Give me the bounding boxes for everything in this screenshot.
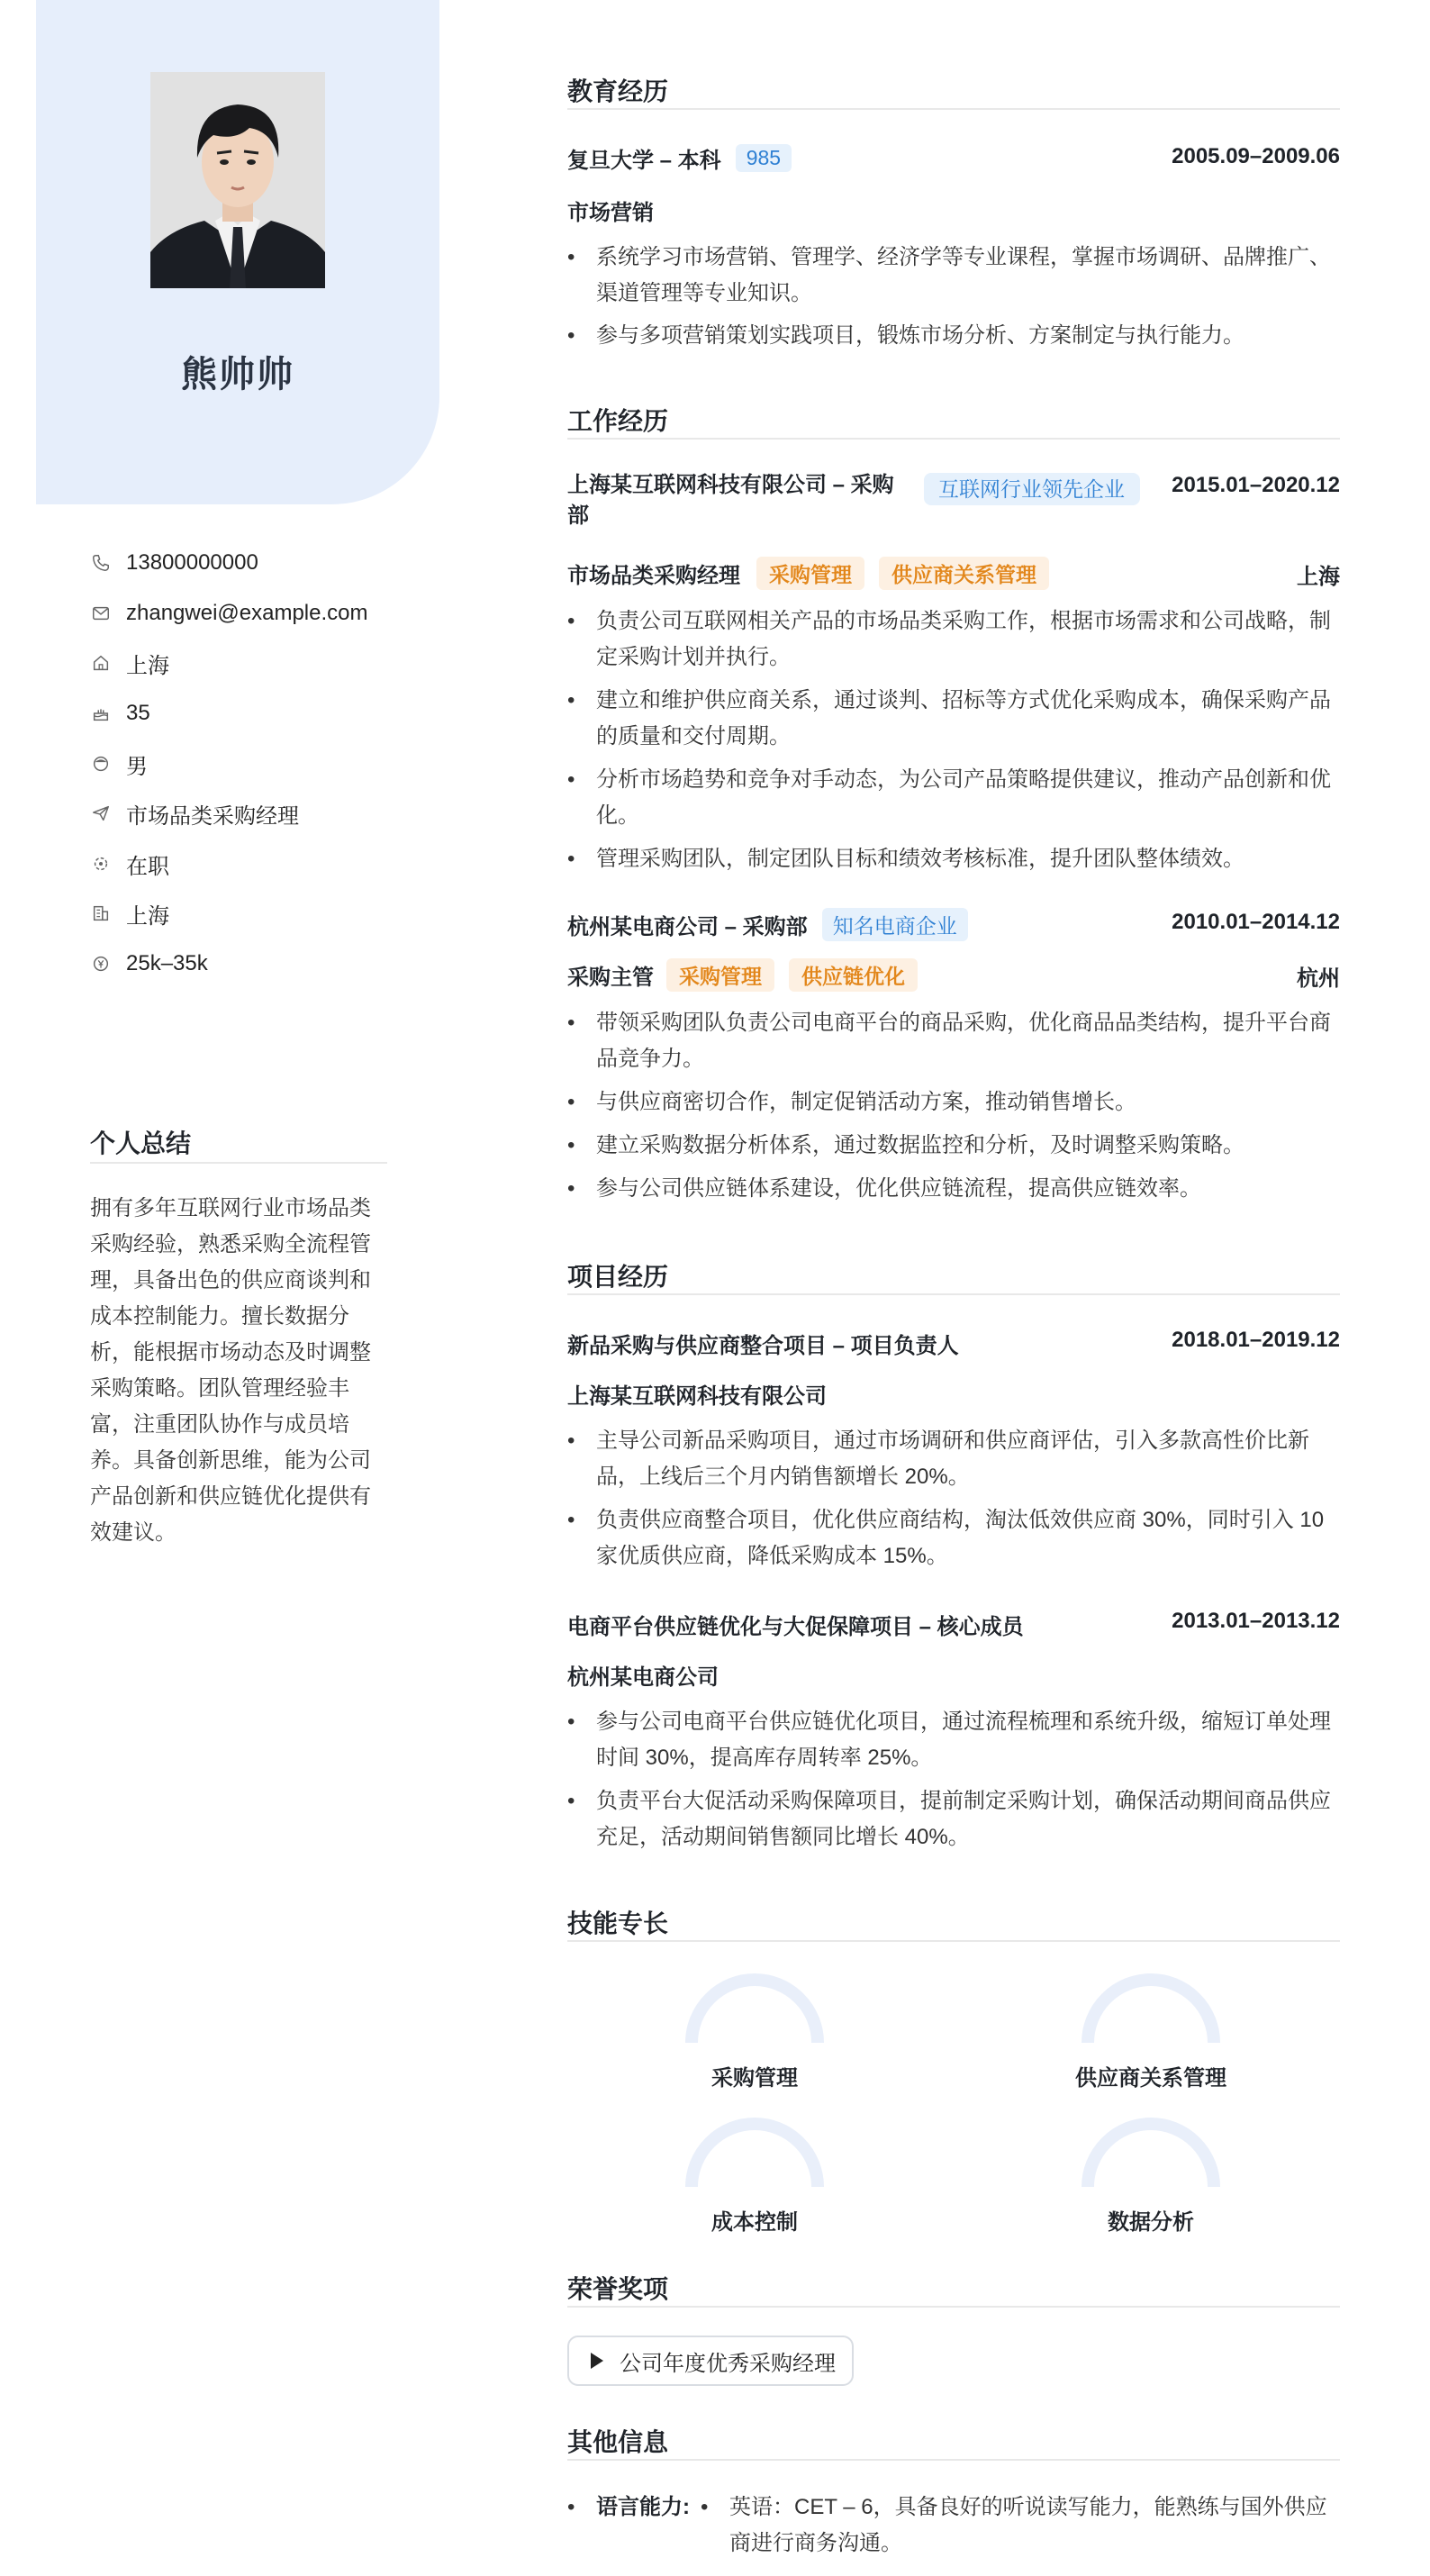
home-icon — [90, 652, 112, 674]
profile-name: 熊帅帅 — [181, 355, 294, 395]
job-company: 上海某互联网科技有限公司 – 采购部 — [567, 473, 894, 528]
gender-icon — [90, 753, 112, 775]
info-age — [90, 695, 150, 731]
project-org: 上海某互联网科技有限公司 — [567, 1384, 827, 1409]
work-heading: 工作经历 — [567, 407, 669, 435]
summary-divider — [90, 1162, 387, 1164]
status-icon — [90, 853, 112, 875]
projects-heading: 项目经历 — [567, 1263, 669, 1291]
info-salary — [90, 946, 208, 982]
language-text: 英语：CET – 6，具备良好的听说读写能力，能熟练与国外供应商进行商务沟通。 — [729, 2495, 1327, 2555]
cake-icon — [90, 703, 112, 724]
send-icon — [90, 803, 112, 824]
list-item: • 管理采购团队，制定团队目标和绩效考核标准，提升团队整体绩效。 — [567, 847, 1244, 871]
skill-gauge — [683, 1971, 827, 2052]
job-city: 杭州 — [1297, 966, 1340, 991]
phone-text: 13800000000 — [126, 550, 258, 575]
list-item: • 负责供应商整合项目，优化供应商结构，淘汰低效供应商 30%，同时引入 10 家优质供应商，降低采购成本 15%。 — [567, 1508, 1325, 1568]
info-phone — [90, 545, 258, 581]
skill-gauge — [1079, 1971, 1223, 2052]
job-role: 市场品类采购经理 — [567, 564, 740, 588]
list-item: • 负责公司互联网相关产品的市场品类采购工作，根据市场需求和公司战略，制定采购计划并执行。 — [567, 609, 1331, 669]
status-text: 在职 — [126, 854, 169, 879]
list-item: • 分析市场趋势和竞争对手动态，为公司产品策略提供建议，推动产品创新和优化。 — [567, 767, 1331, 828]
list-item: • 主导公司新品采购项目，通过市场调研和供应商评估，引入多款高性价比新品，上线后三个月内销售额增长 20%。 — [567, 1429, 1309, 1489]
work-divider — [567, 438, 1340, 440]
project-date: 2013.01–2013.12 — [1172, 1609, 1340, 1633]
building-icon — [90, 903, 112, 924]
projects-divider — [567, 1293, 1340, 1295]
award-label: 公司年度优秀采购经理 — [620, 2351, 836, 2376]
position-text: 市场品类采购经理 — [126, 803, 299, 829]
company-tag: 互联网行业领先企业 — [924, 473, 1140, 505]
skill-label: 成本控制 — [711, 2210, 798, 2235]
job-company: 杭州某电商公司 – 采购部 — [567, 915, 808, 939]
school-name: 复旦大学 – 本科 — [567, 149, 721, 173]
list-item: • 参与公司供应链体系建设，优化供应链流程，提高供应链效率。 — [567, 1176, 1201, 1201]
info-city — [90, 895, 169, 931]
role-tag: 采购管理 — [666, 958, 774, 992]
home-text: 上海 — [126, 653, 169, 678]
avatar — [150, 72, 325, 288]
salary-text: 25k–35k — [126, 951, 208, 975]
job-role-row — [567, 557, 1049, 590]
skill-label: 采购管理 — [711, 2066, 798, 2091]
other-info-row: • 语言能力: • 英语：CET – 6，具备良好的听说读写能力，能熟练与国外供应商进行商务沟通。 — [567, 2490, 1340, 2562]
award-item[interactable] — [567, 2336, 854, 2386]
info-email — [90, 595, 368, 631]
job-city: 上海 — [1297, 565, 1340, 589]
other-divider — [567, 2459, 1340, 2461]
info-gender — [90, 746, 148, 782]
list-item: • 建立采购数据分析体系，通过数据监控和分析，及时调整采购策略。 — [567, 1133, 1244, 1157]
other-heading: 其他信息 — [567, 2428, 669, 2456]
role-tag: 采购管理 — [756, 557, 864, 590]
list-item: • 负责平台大促活动采购保障项目，提前制定采购计划，确保活动期间商品供应充足，活动期间销售额同比增长 40%。 — [567, 1789, 1331, 1849]
city-text: 上海 — [126, 903, 169, 929]
info-position — [90, 795, 299, 831]
gender-text: 男 — [126, 754, 148, 779]
list-item: • 带领采购团队负责公司电商平台的商品采购，优化商品品类结构，提升平台商品竞争力。 — [567, 1011, 1331, 1071]
summary-text: 拥有多年互联网行业市场品类采购经验，熟悉采购全流程管理，具备出色的供应商谈判和成本控制能力。擅长数据分析，能根据市场动态及时调整采购策略。团队管理经验丰富，注重团队协作与成员培养。具备创新思维，能为公司产品创新和供应链优化提供有效建议。 — [90, 1196, 371, 1545]
skill-gauge — [1079, 2115, 1223, 2196]
education-school-row — [567, 142, 792, 174]
project-date: 2018.01–2019.12 — [1172, 1328, 1340, 1352]
role-tag: 供应链优化 — [789, 958, 918, 992]
company-tag: 知名电商企业 — [822, 908, 968, 941]
salary-icon — [90, 953, 112, 975]
education-divider — [567, 108, 1340, 110]
education-heading: 教育经历 — [567, 77, 669, 105]
list-item: • 建立和维护供应商关系，通过谈判、招标等方式优化采购成本，确保采购产品的质量和交付周期。 — [567, 688, 1331, 748]
summary-heading: 个人总结 — [90, 1129, 192, 1157]
phone-icon — [90, 552, 112, 574]
skill-label: 数据分析 — [1108, 2210, 1194, 2235]
skills-heading: 技能专长 — [567, 1909, 669, 1937]
list-item: • 系统学习市场营销、管理学、经济学等专业课程，掌握市场调研、品牌推广、渠道管理等专业知识。 — [567, 245, 1331, 305]
list-item: • 参与公司电商平台供应链优化项目，通过流程梳理和系统升级，缩短订单处理时间 30%，提高库存周转率 25%。 — [567, 1710, 1331, 1770]
job-company-row — [567, 908, 968, 941]
job-role: 采购主管 — [567, 966, 654, 990]
skills-divider — [567, 1940, 1340, 1942]
play-icon — [591, 2353, 603, 2369]
education-date: 2005.09–2009.06 — [1172, 144, 1340, 168]
job-role-row — [567, 958, 918, 992]
age-text: 35 — [126, 701, 150, 725]
project-org: 杭州某电商公司 — [567, 1665, 719, 1690]
info-status — [90, 846, 169, 882]
role-tag: 供应商关系管理 — [879, 557, 1049, 590]
mail-icon — [90, 603, 112, 624]
awards-divider — [567, 2306, 1340, 2308]
job-date: 2010.01–2014.12 — [1172, 910, 1340, 934]
project-title: 电商平台供应链优化与大促保障项目 – 核心成员 — [567, 1615, 1024, 1639]
project-title: 新品采购与供应商整合项目 – 项目负责人 — [567, 1334, 959, 1358]
info-home — [90, 645, 169, 681]
skill-gauge — [683, 2115, 827, 2196]
list-item: • 参与多项营销策划实践项目，锻炼市场分析、方案制定与执行能力。 — [567, 323, 1244, 348]
language-label: 语言能力: — [596, 2495, 690, 2519]
job-date: 2015.01–2020.12 — [1172, 473, 1340, 497]
school-tag: 985 — [736, 144, 792, 172]
email-text: zhangwei@example.com — [126, 601, 368, 625]
awards-heading: 荣誉奖项 — [567, 2275, 669, 2303]
skill-label: 供应商关系管理 — [1075, 2066, 1226, 2091]
education-major: 市场营销 — [567, 201, 654, 225]
list-item: • 与供应商密切合作，制定促销活动方案，推动销售增长。 — [567, 1090, 1136, 1114]
